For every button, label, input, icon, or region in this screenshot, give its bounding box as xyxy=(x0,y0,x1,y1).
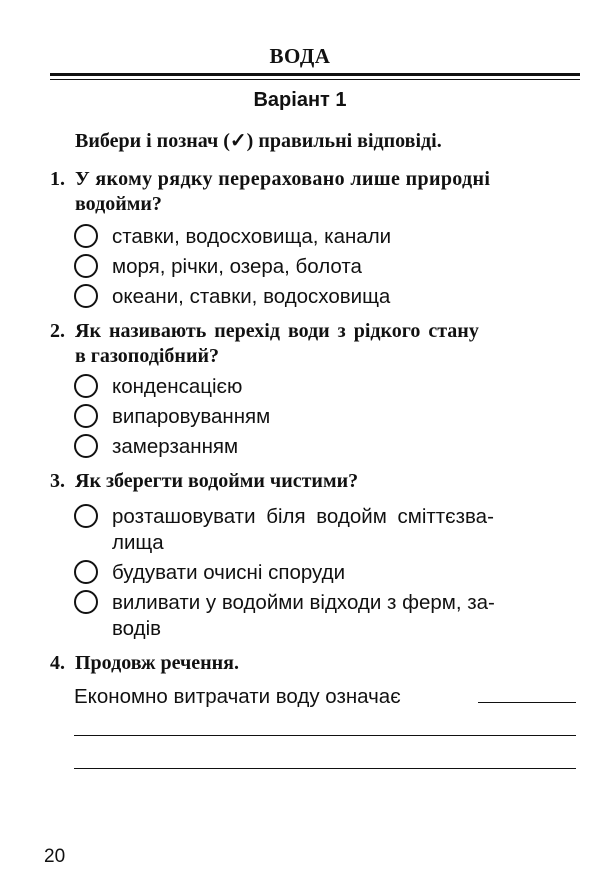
sentence-prompt: Економно витрачати воду означає xyxy=(74,685,401,708)
answer-circle[interactable] xyxy=(74,224,98,248)
option-label: замерзанням xyxy=(112,435,239,458)
option-label: океани, ставки, водосховища xyxy=(112,285,391,308)
option-label: конденсацією xyxy=(112,375,243,398)
answer-circle[interactable] xyxy=(74,254,98,278)
option-label: будувати очисні споруди xyxy=(112,561,346,584)
variant-heading: Варіант 1 xyxy=(253,89,347,111)
title-divider-thick xyxy=(50,73,580,76)
answer-circle[interactable] xyxy=(74,504,98,528)
option-label-continued: водів xyxy=(112,617,162,640)
option-label: моря, річки, озера, болота xyxy=(112,255,362,278)
question-number: 2. xyxy=(50,320,65,342)
page-title: ВОДА xyxy=(269,44,331,68)
page-number: 20 xyxy=(44,846,66,867)
question-number: 1. xyxy=(50,168,65,190)
question-text-line: Як називають перехід води з рідкого стану xyxy=(75,320,479,342)
question-number: 3. xyxy=(50,470,65,492)
question-text-line: Продовж речення. xyxy=(75,652,239,674)
instruction: Вибери і познач (✓) правильні відповіді. xyxy=(75,130,442,152)
question-number: 4. xyxy=(50,652,65,674)
question-4 xyxy=(50,651,580,676)
question-text-line: водойми? xyxy=(75,193,162,215)
answer-circle[interactable] xyxy=(74,590,98,614)
answer-circle[interactable] xyxy=(74,434,98,458)
option-label: виливати у водойми відходи з ферм, за- xyxy=(112,591,495,614)
question-text-line: У якому рядку перераховано лише природні xyxy=(75,168,491,190)
answer-circle[interactable] xyxy=(74,374,98,398)
answer-line-1[interactable] xyxy=(478,702,576,703)
option-label-continued: лища xyxy=(112,531,164,554)
question-3 xyxy=(50,469,580,494)
answer-line-2[interactable] xyxy=(74,735,576,736)
question-2 xyxy=(50,319,580,369)
answer-circle[interactable] xyxy=(74,560,98,584)
answer-circle[interactable] xyxy=(74,284,98,308)
question-1 xyxy=(50,167,580,217)
option-label: розташовувати біля водойм сміттєзва- xyxy=(112,505,494,528)
option-label: ставки, водосховища, канали xyxy=(112,225,392,248)
title-divider-thin xyxy=(50,79,580,80)
answer-line-3[interactable] xyxy=(74,768,576,769)
option-label: випаровуванням xyxy=(112,405,271,428)
question-text-line: в газоподібний? xyxy=(75,345,219,367)
question-text-line: Як зберегти водойми чистими? xyxy=(75,470,359,492)
answer-circle[interactable] xyxy=(74,404,98,428)
